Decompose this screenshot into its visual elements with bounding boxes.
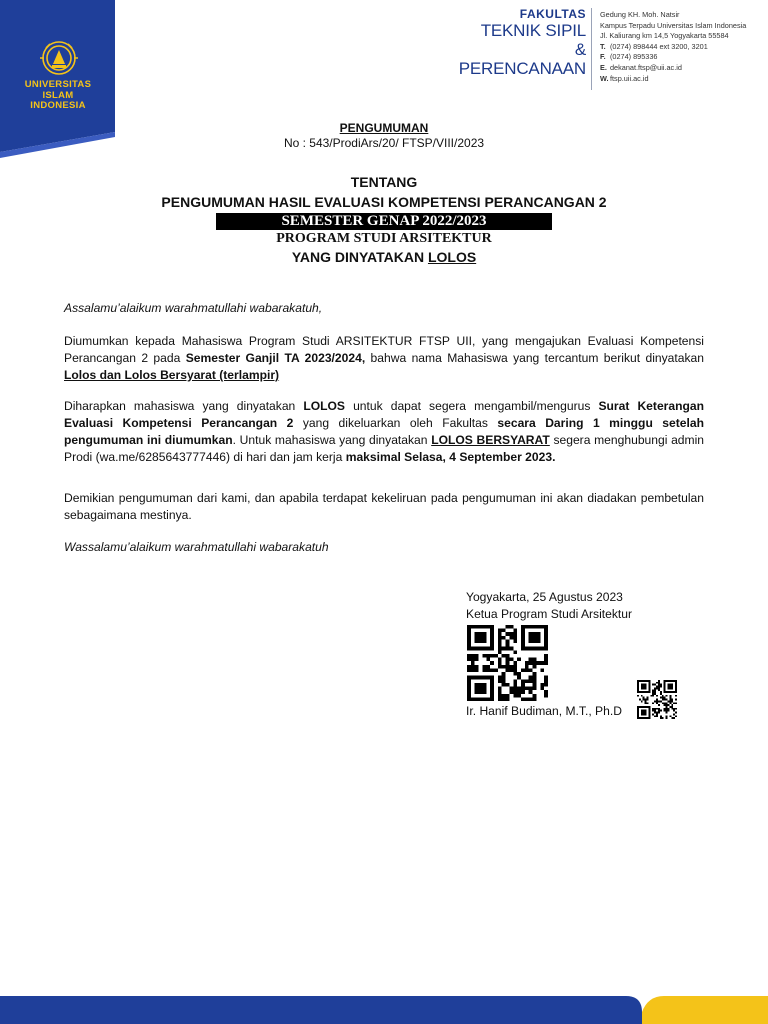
text-run-bold: secara Daring 1 minggu setelah pengumuman ini diumumkan bbox=[64, 416, 704, 447]
header-divider bbox=[591, 8, 592, 90]
closing-salutation: Wassalamu’alaikum warahmatullahi wabarakatuh bbox=[64, 540, 329, 554]
text-run: Diharapkan mahasiswa yang dinyatakan bbox=[64, 399, 304, 413]
contact-row bbox=[600, 31, 768, 42]
greeting: Assalamu’alaikum warahmatullahi wabarakatuh, bbox=[64, 301, 323, 315]
contact-text: Gedung KH. Moh. Natsir bbox=[600, 10, 680, 19]
contact-label: E. bbox=[600, 62, 607, 72]
faculty-name-line: TEKNIK SIPIL bbox=[480, 21, 586, 40]
text-run-bold: Semester Ganjil TA 2023/2024, bbox=[185, 351, 366, 365]
contact-text: Jl. Kaliurang km 14,5 Yogyakarta 55584 bbox=[600, 31, 729, 41]
qr-code-small-icon bbox=[637, 680, 677, 719]
contact-email[interactable]: dekanat.ftsp@uii.ac.id bbox=[610, 62, 682, 72]
contact-website[interactable]: ftsp.uii.ac.id bbox=[610, 73, 649, 83]
declared-word: LOLOS bbox=[427, 249, 477, 265]
faculty-name-line: & PERENCANAAN bbox=[458, 40, 586, 78]
qr-code-icon bbox=[467, 625, 548, 701]
faculty-name bbox=[452, 7, 586, 78]
contact-row bbox=[600, 42, 768, 53]
text-run: Diumumkan kepada Mahasiswa Program Studi ARSITEKTUR FTSP UII, yang mengajukan Evaluasi Kompetensi Perancangan 2 pada bbox=[64, 334, 704, 365]
announcement-subject bbox=[0, 173, 768, 266]
study-program: PROGRAM STUDI ARSITEKTUR bbox=[276, 231, 492, 246]
paragraph-announcement bbox=[64, 333, 704, 384]
text-run-bold: maksimal Selasa, 4 September 2023. bbox=[345, 450, 556, 464]
text-run-bold-underline: LOLOS BERSYARAT bbox=[431, 433, 550, 447]
paragraph-closing-remark: Demikian pengumuman dari kami, dan apabila terdapat kekeliruan pada pengumuman ini akan diadakan pembetulan sebagaimana mestinya. bbox=[64, 491, 704, 522]
announcement-heading: PENGUMUMAN bbox=[339, 121, 429, 135]
contact-row bbox=[600, 10, 768, 21]
university-name-line: ISLAM bbox=[42, 89, 74, 101]
semester-banner: SEMESTER GENAP 2022/2023 bbox=[216, 213, 552, 230]
contact-label: F. bbox=[600, 52, 606, 62]
signature-block bbox=[466, 589, 706, 623]
declared-status bbox=[0, 248, 768, 266]
text-run: bahwa nama Mahasiswa yang tercantum berikut dinyatakan bbox=[365, 351, 704, 365]
announcement-header bbox=[0, 121, 768, 151]
contact-label: W. bbox=[600, 73, 609, 83]
text-run: yang dikeluarkan oleh Fakultas bbox=[293, 416, 498, 430]
contact-row bbox=[600, 74, 768, 85]
contact-row bbox=[600, 52, 768, 63]
text-run-bold-underline: Lolos dan Lolos Bersyarat (terlampir) bbox=[64, 368, 280, 382]
university-name bbox=[4, 80, 112, 112]
university-name-line: INDONESIA bbox=[30, 100, 86, 111]
contact-row bbox=[600, 21, 768, 32]
announcement-number: No : 543/ProdiArs/20/ FTSP/VIII/2023 bbox=[283, 136, 485, 150]
faculty-name-line: FAKULTAS bbox=[519, 7, 586, 21]
contact-text: Kampus Terpadu Universitas Islam Indonesia bbox=[600, 20, 747, 30]
contact-text: (0274) 895336 bbox=[610, 52, 658, 62]
subject-title: PENGUMUMAN HASIL EVALUASI KOMPETENSI PERANCANGAN 2 bbox=[161, 194, 607, 210]
contact-row bbox=[600, 63, 768, 74]
signature-place-date: Yogyakarta, 25 Agustus 2023 bbox=[466, 590, 623, 604]
text-run: segera menghubungi admin Prodi (wa.me/6285643777446) di hari dan jam kerja bbox=[64, 433, 705, 464]
footer-band bbox=[0, 990, 768, 1024]
text-run-bold: Surat Keterangan Evaluasi Kompetensi Perancangan 2 bbox=[64, 399, 704, 430]
text-run: . Untuk mahasiswa yang dinyatakan bbox=[232, 433, 432, 447]
signatory-name: Ir. Hanif Budiman, M.T., Ph.D bbox=[466, 704, 622, 718]
contact-label: T. bbox=[600, 41, 606, 51]
contact-text: (0274) 898444 ext 3200, 3201 bbox=[610, 41, 708, 51]
signature-role: Ketua Program Studi Arsitektur bbox=[466, 607, 633, 621]
paragraph-instructions bbox=[64, 398, 704, 466]
text-run-bold: LOLOS bbox=[303, 399, 345, 413]
declared-prefix: YANG DINYATAKAN bbox=[291, 249, 428, 265]
text-run: untuk dapat segera mengambil/mengurus bbox=[345, 399, 599, 413]
university-name-line: UNIVERSITAS bbox=[24, 79, 92, 90]
contact-info bbox=[600, 10, 768, 84]
subject-tentang: TENTANG bbox=[350, 174, 418, 190]
